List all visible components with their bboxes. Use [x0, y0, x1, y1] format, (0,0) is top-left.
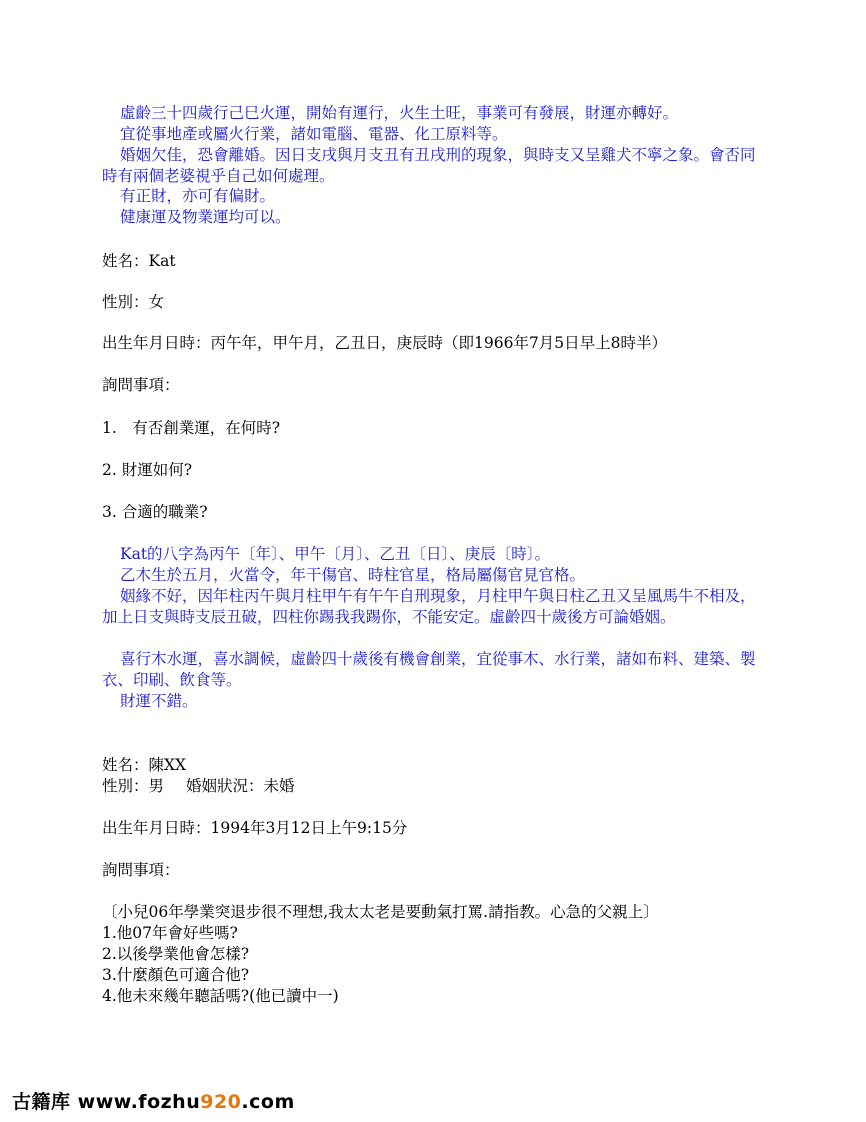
brand-name: 古籍库: [12, 1091, 71, 1113]
case-2-question-1: 1. 有否創業運，在何時?: [102, 419, 281, 437]
reading-2-line-4: 喜行木水運，喜水調候，虛齡四十歲後有機會創業，宜從事木、水行業，諸如布料、建築、製衣、印刷、飲食等。: [102, 650, 756, 689]
reading-2-line-3: 姻緣不好，因年柱丙午與月柱甲午有午午自刑現象，月柱甲午與日柱乙丑又呈風馬牛不相及，加上日支與時支辰丑破，四柱你踢我我踢你，不能安定。虛齡四十歲後方可論婚姻。: [102, 587, 756, 626]
case-3-ask-title: 詢問事項：: [102, 861, 180, 879]
reading-2-line-5: 財運不錯。: [120, 692, 198, 710]
reading-1-line-5: 健康運及物業運均可以。: [120, 208, 291, 226]
case-3-question-4: 4.他未來幾年聽話嗎?(他已讀中一): [102, 987, 339, 1005]
case-2-question-2: 2. 財運如何?: [102, 461, 193, 479]
site-url-number: 920: [200, 1091, 242, 1113]
case-2-gender: 性別：女: [102, 293, 165, 311]
case-2-birth: 出生年月日時：丙午年，甲午月，乙丑日，庚辰時（即1966年7月5日早上8時半）: [102, 334, 668, 352]
case-3-name: 姓名：陳XX: [102, 756, 187, 774]
reading-1-line-1: 虛齡三十四歲行己巳火運，開始有運行，火生土旺，事業可有發展，財運亦轉好。: [120, 104, 679, 122]
case-2-ask-title: 詢問事項：: [102, 376, 180, 394]
case-3-marital: 婚姻狀況：未婚: [186, 777, 295, 795]
site-url-prefix: www.fozhu: [77, 1091, 201, 1113]
reading-2-line-1: Kat的八字為丙午〔年〕、甲午〔月〕、乙丑〔日〕、庚辰〔時〕。: [120, 545, 551, 563]
case-3-question-2: 2.以後學業他會怎樣?: [102, 945, 250, 963]
case-3-gender-row: [102, 776, 295, 796]
reading-1-line-4: 有正財，亦可有偏財。: [120, 187, 276, 205]
case-3-question-3: 3.什麼顏色可適合他?: [102, 966, 250, 984]
reading-1-line-2: 宜從事地產或屬火行業，諸如電腦、電器、化工原料等。: [120, 125, 508, 143]
reading-1-line-3: 婚姻欠佳，恐會離婚。因日支戌與月支丑有丑戌刑的現象，與時支又呈雞犬不寧之象。會否同時有兩個老婆視乎自己如何處理。: [102, 146, 756, 185]
reading-2-line-2: 乙木生於五月，火當令，年干傷官、時柱官星，格局屬傷官見官格。: [120, 566, 586, 584]
site-url-suffix: .com: [241, 1091, 295, 1113]
case-2-name: 姓名：Kat: [102, 252, 176, 270]
case-3-intro: 〔小兒06年學業突退步很不理想,我太太老是要動氣打罵.請指教。心急的父親上〕: [102, 903, 659, 921]
case-3-gender: 性別：男: [102, 777, 165, 795]
case-2-question-3: 3. 合適的職業?: [102, 503, 208, 521]
case-3-birth: 出生年月日時：1994年3月12日上午9:15分: [102, 819, 408, 837]
site-url: [78, 1091, 295, 1113]
case-3-question-1: 1.他07年會好些嗎?: [102, 924, 238, 942]
site-watermark: [12, 1087, 295, 1114]
